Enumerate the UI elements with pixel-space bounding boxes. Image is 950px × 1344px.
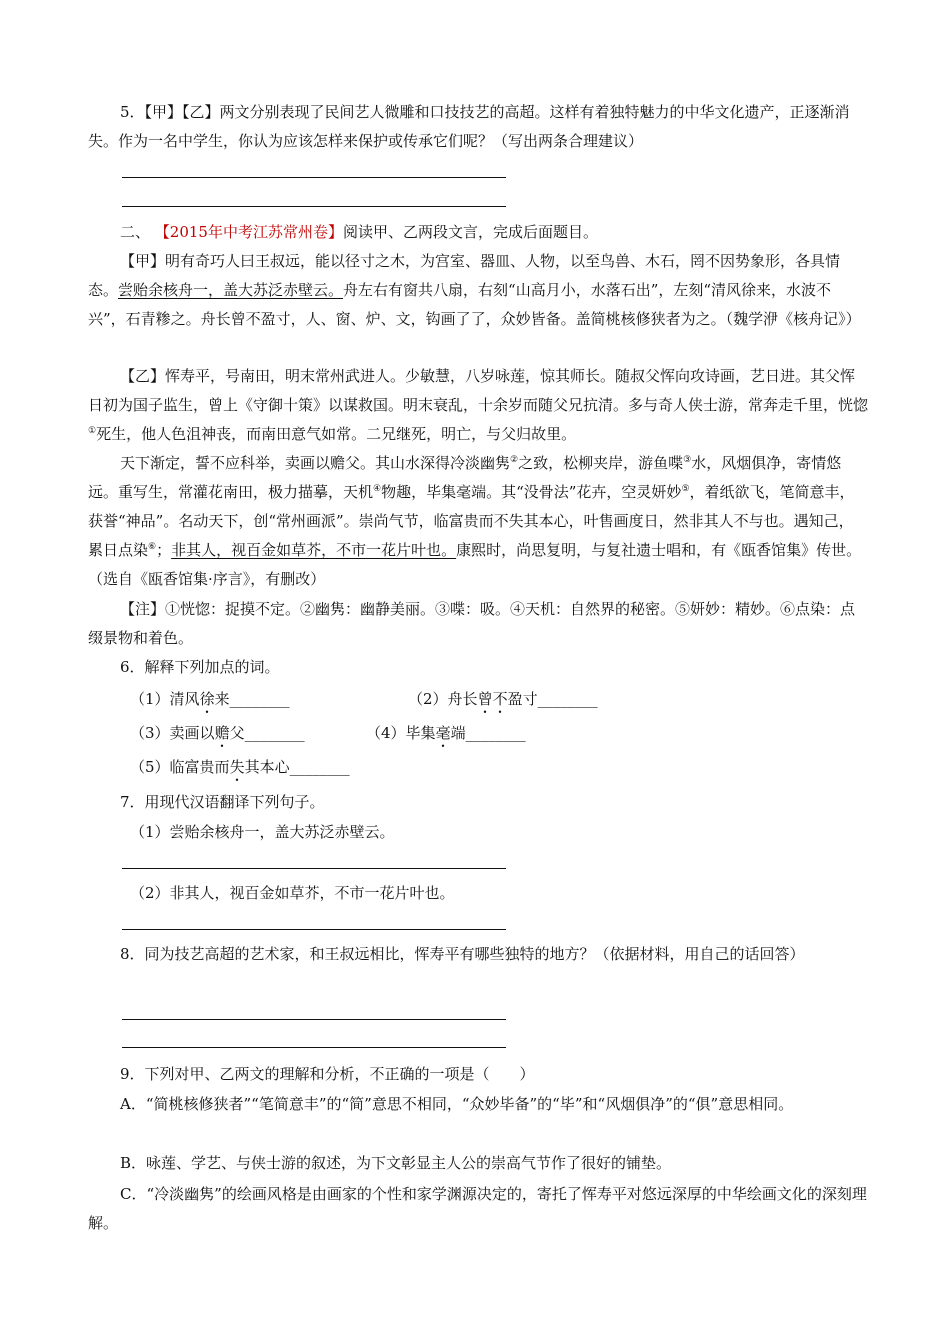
passage-text: 物趣，毕集毫端。其“没骨法”花卉，空灵妍妙 [381, 483, 682, 501]
dotted-word: 赡 [214, 724, 230, 742]
item-text: 临富贵而 [169, 758, 230, 776]
q7-sentence-2 [130, 879, 455, 908]
option-c[interactable] [88, 1180, 868, 1238]
fill-blank[interactable]: ________ [289, 758, 350, 776]
q6-item-5 [130, 753, 350, 785]
option-a[interactable] [88, 1090, 868, 1119]
passage-jia [88, 247, 868, 334]
item-number: （3） [130, 724, 170, 742]
underlined-sentence: 尝贻余核舟一，盖大苏泛赤壁云。 [118, 281, 344, 299]
passage-tag: 【乙】 [120, 367, 166, 385]
fill-blank[interactable]: ________ [229, 690, 290, 708]
question-6-title [88, 653, 868, 682]
item-number: （1） [130, 690, 170, 708]
passage-text: 之致，松柳夹岸，游鱼喋 [518, 454, 684, 472]
sentence-text: （2）非其人，视百金如草芥，不市一花片叶也。 [130, 884, 455, 902]
passage-text: 舟左右有窗共八扇，右刻“山高月小，水落石出”，左刻“清风徐来，水波不兴”，石青糁之。舟长曾不盈寸，人、窗、炉、文，钩画了了，众妙皆备。盖简桃核修狭者为之。（魏学洢《核舟记》） [88, 281, 861, 328]
footnotes [88, 595, 868, 653]
question-9-title [88, 1060, 868, 1089]
item-text: 盈寸 [507, 690, 538, 708]
q6-item-4 [366, 719, 526, 751]
passage-text: 死生，他人色沮神丧，而南田意气如常。二兄继死，明亡，与父归故里。 [96, 425, 577, 443]
answer-line[interactable] [122, 929, 506, 930]
option-c-text: C．“冷淡幽隽”的绘画风格是由画家的个性和家学渊源决定的，寄托了恽寿平对悠远深厚的中华绘画文化的深刻理解。 [88, 1185, 867, 1232]
option-b-text: B．咏莲、学艺、与侠士游的叙述，为下文彰显主人公的崇高气节作了很好的铺垫。 [120, 1154, 672, 1172]
footnote-marker: ② [510, 455, 519, 465]
passage-text: 康熙时，尚思复明，与复社遗士唱和，有《瓯香馆集》传世。（选自《瓯香馆集·序言》，有删改） [88, 541, 862, 588]
question-7-title [88, 788, 868, 817]
item-text: 舟长 [447, 690, 478, 708]
answer-line[interactable] [122, 1047, 506, 1048]
underlined-sentence: 非其人，视百金如草芥，不市一花片叶也。 [171, 541, 457, 559]
dotted-word: 徐 [199, 690, 215, 708]
passage-tag: 【甲】 [120, 252, 166, 270]
passage-text: 明有奇巧人曰王叔远，能以径寸之木，为宫室、器皿、人物，以至鸟兽、木石，罔不因势象形，各具情态。 [88, 252, 841, 299]
item-text: 来 [214, 690, 230, 708]
section-2-heading [88, 218, 868, 247]
section-number: 二、 [120, 223, 151, 241]
item-text: 清风 [169, 690, 200, 708]
footnote-marker: ⑥ [148, 542, 157, 552]
q6-item-1 [130, 685, 290, 717]
dotted-word: 毫 [435, 724, 451, 742]
footnote-marker: ⑤ [681, 484, 690, 494]
item-number: （5） [130, 758, 170, 776]
question-8 [88, 940, 868, 969]
dotted-word: 曾不 [477, 690, 508, 708]
passage-text: 天下渐定，誓不应科举，卖画以赡父。其山水深得冷淡幽隽 [120, 454, 511, 472]
dotted-word: 失 [229, 758, 245, 776]
question-5-text: 5．【甲】【乙】两文分别表现了民间艺人微雕和口技技艺的高超。这样有着独特魅力的中华文化遗产，正逐渐消失。作为一名中学生，你认为应该怎样来保护或传承它们呢？（写出两条合理建议） [88, 103, 850, 150]
footnote-marker: ① [88, 426, 97, 436]
footnote-marker: ③ [683, 455, 692, 465]
option-a-text: A．“简桃核修狭者”“笔简意丰”的“简”意思不相同，“众妙毕备”的“毕”和“风烟俱净”的“俱”意思相同。 [120, 1095, 794, 1113]
item-text: 其本心 [244, 758, 290, 776]
item-text: 父 [229, 724, 245, 742]
option-b[interactable] [88, 1149, 868, 1178]
answer-line[interactable] [122, 868, 506, 869]
question-9-text: 9．下列对甲、乙两文的理解和分析，不正确的一项是（ ） [120, 1065, 535, 1083]
item-text: 毕集 [405, 724, 436, 742]
question-7-text: 7．用现代汉语翻译下列句子。 [120, 793, 325, 811]
answer-line[interactable] [122, 177, 506, 178]
question-5 [88, 98, 868, 156]
passage-text: 恽寿平，号南田，明末常州武进人。少敏慧，八岁咏莲，惊其师长。随叔父恽向攻诗画，艺日进。其父恽日初为国子监生，曾上《守御十策》以谋救国。明末衰乱，十余岁而随父兄抗清。多与奇人侠士游，常奔走千里，恍惚 [88, 367, 869, 414]
q6-item-2 [408, 685, 598, 717]
answer-line[interactable] [122, 1019, 506, 1020]
item-text: 卖画以 [169, 724, 215, 742]
q6-item-3 [130, 719, 305, 751]
source-label: 【2015年中考江苏常州卷】 [154, 223, 343, 241]
footnote-marker: ④ [373, 484, 382, 494]
footnotes-text: 【注】①恍惚：捉摸不定。②幽隽：幽静美丽。③喋：吸。④天机：自然界的秘密。⑤妍妙：精妙。⑥点染：点缀景物和着色。 [88, 600, 856, 647]
passage-text: ； [156, 541, 172, 559]
question-6-text: 6．解释下列加点的词。 [120, 658, 280, 676]
section-instruction: 阅读甲、乙两段文言，完成后面题目。 [342, 223, 598, 241]
passage-text: ，着纸欲飞，笔简意丰，获誉“神品”。名动天下，创“常州画派”。崇尚气节，临富贵而不失其本心，叶售画度日，然非其人不与也。遇知己，累日点染 [88, 483, 855, 559]
passage-text: 水，风烟俱净，寄情悠远。重写生，常灌花南田，极力描摹，天机 [88, 454, 842, 501]
fill-blank[interactable]: ________ [537, 690, 598, 708]
item-number: （4） [366, 724, 406, 742]
q7-sentence-1 [130, 818, 395, 847]
passage-yi-paragraph-2 [88, 449, 868, 594]
item-number: （2） [408, 690, 448, 708]
question-8-text: 8．同为技艺高超的艺术家，和王叔远相比，恽寿平有哪些独特的地方？（依据材料，用自己的话回答） [120, 945, 805, 963]
item-text: 端 [450, 724, 466, 742]
fill-blank[interactable]: ________ [465, 724, 526, 742]
passage-yi [88, 362, 868, 449]
answer-line[interactable] [122, 206, 506, 207]
fill-blank[interactable]: ________ [244, 724, 305, 742]
sentence-text: （1）尝贻余核舟一，盖大苏泛赤壁云。 [130, 823, 395, 841]
